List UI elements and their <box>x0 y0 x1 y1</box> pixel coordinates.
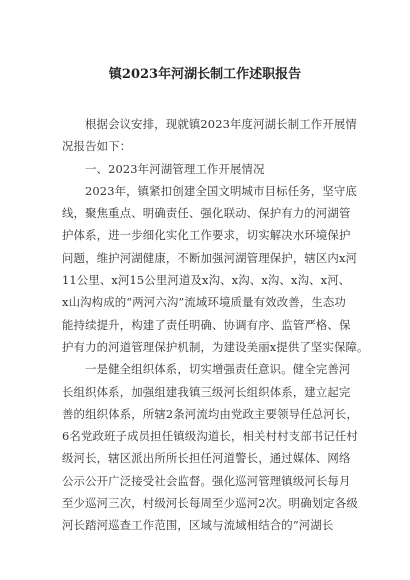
body-text-line: 护体系，进一步细化实化工作要求，切实解决水环境保护 <box>62 228 351 243</box>
body-text-line: 11公里、x河15公里河道及x沟、x沟、x沟、x沟、x河、 <box>62 273 351 288</box>
body-text-line: 2023年，镇紧扣创建全国文明城市目标任务，坚守底 <box>85 183 357 198</box>
body-text-line: 问题，维护河湖健康，不断加强河湖管理保护，辖区内x河 <box>62 250 358 265</box>
body-text-line: 长组织体系，加强组建我镇三级河长组织体系，建立起完 <box>62 384 351 399</box>
body-text-line: 级河长，辖区派出所所长担任河道警长，通过媒体、网络 <box>62 451 351 466</box>
body-text-line: 至少巡河三次，村级河长每周至少巡河2次。明确划定各级 <box>62 496 358 511</box>
body-text-line: 一是健全组织体系，切实增强责任意识。健全完善河 <box>85 362 351 377</box>
body-text-line: 护有力的河道管理保护机制，为建设美丽x提供了坚实保障。 <box>62 339 369 354</box>
body-text-line: 能持续提升，构建了责任明确、协调有序、监管严格、保 <box>62 317 351 332</box>
body-text-line: 况报告如下： <box>62 139 132 154</box>
document-body <box>62 113 369 537</box>
body-text-line: 线，聚焦重点、明确责任、强化联动、保护有力的河湖管 <box>62 206 351 221</box>
body-text-line: x山沟构成的“两河六沟”流域环境质量有效改善，生态功 <box>62 295 346 310</box>
body-text-line: 根据会议安排，现就镇2023年度河湖长制工作开展情 <box>85 117 357 131</box>
body-text-line: 公示公开广泛接受社会监督。强化巡河管理镇级河长每月 <box>62 473 351 488</box>
body-text-line: 河长踏河巡查工作范围，区域与流域相结合的“河湖长 <box>62 518 334 533</box>
document-title: 镇2023年河湖长制工作述职报告 <box>108 67 302 82</box>
body-text-line: 一、2023年河湖管理工作开展情况 <box>85 161 265 176</box>
body-text-line: 6名党政班子成员担任镇级沟道长，相关村村支部书记任村 <box>62 429 358 444</box>
body-text-line: 善的组织体系，所辖2条河流均由党政主要领导任总河长， <box>62 406 358 421</box>
